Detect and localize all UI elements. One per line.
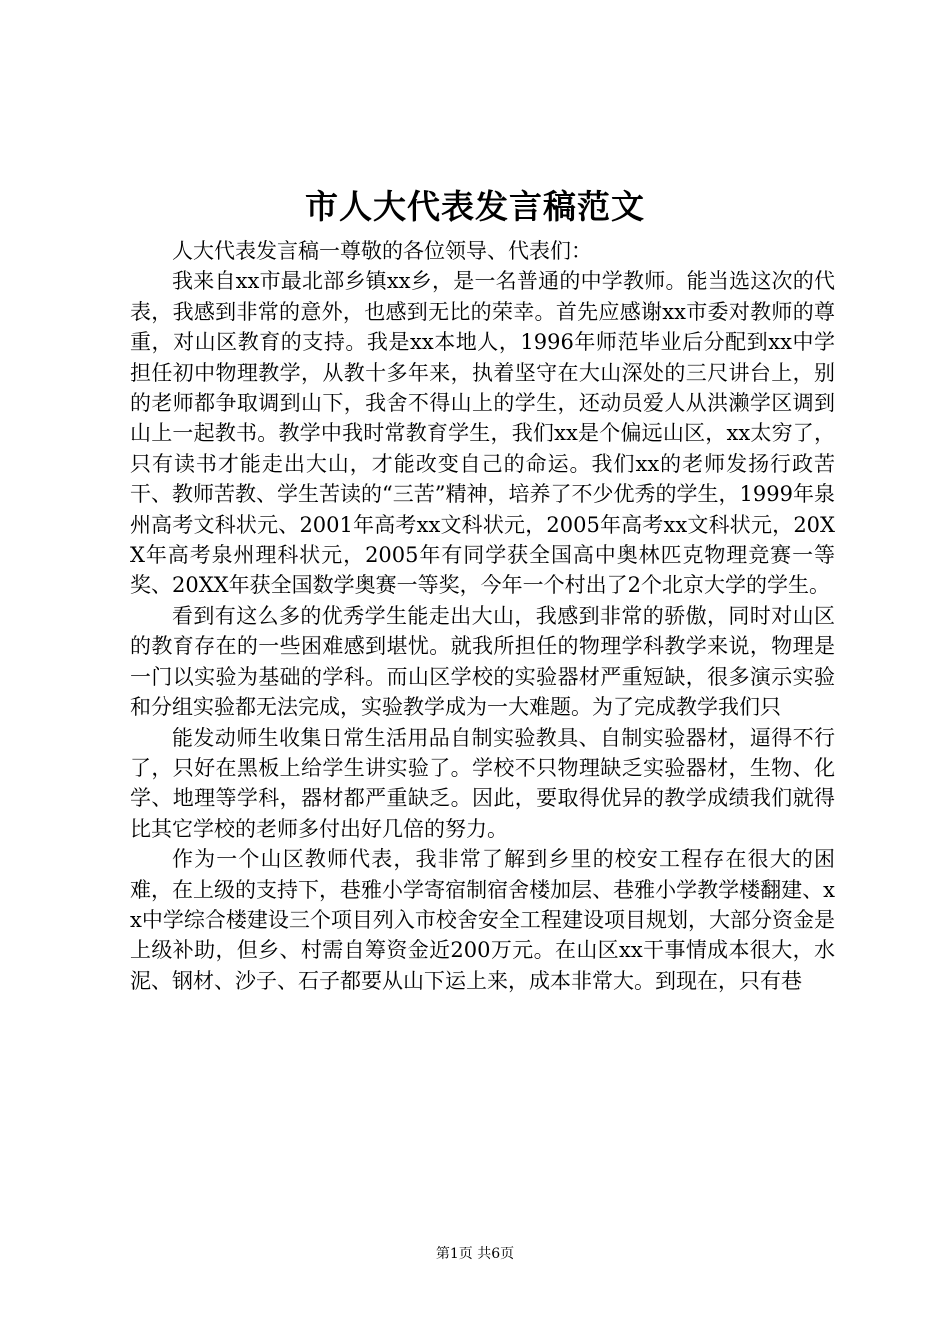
page-footer: 第1页 共6页	[435, 1246, 515, 1262]
document-title: 市人大代表发言稿范文	[305, 187, 645, 226]
document-body	[130, 236, 835, 996]
paragraph-salutation: 人大代表发言稿一尊敬的各位领导、代表们：	[172, 239, 592, 263]
paragraph-equipment: 能发动师生收集日常生活用品自制实验教具、自制实验器材，逼得不行了，只好在黑板上给学生讲实验了。学校不只物理缺乏实验器材，生物、化学、地理等学科，器材都严重缺乏。因此，要取得优异的教学成绩我们就得比其它学校的老师多付出好几倍的努力。	[130, 725, 835, 841]
paragraph-introduction: 我来自xx市最北部乡镇xx乡，是一名普通的中学教师。能当选这次的代表，我感到非常的意外，也感到无比的荣幸。首先应感谢xx市委对教师的尊重，对山区教育的支持。我是xx本地人，1996年师范毕业后分配到xx中学担任初中物理教学，从教十多年来，执着坚守在大山深处的三尺讲台上，别的老师都争取调到山下，我舍不得山上的学生，还动员爱人从洪濑学区调到山上一起教书。教学中我时常教育学生，我们xx是个偏远山区，xx太穷了，只有读书才能走出大山，才能改变自己的命运。我们xx的老师发扬行政苦干、教师苦教、学生苦读的“三苦”精神，培养了不少优秀的学生，1999年泉州高考文科状元、2001年高考xx文科状元，2005年高考xx文科状元，20XX年高考泉州理科状元，2005年有同学获全国高中奥林匹克物理竞赛一等奖、20XX年获全国数学奥赛一等奖，今年一个村出了2个北京大学的学生。	[130, 269, 835, 598]
paragraph-concerns: 看到有这么多的优秀学生能走出大山，我感到非常的骄傲，同时对山区的教育存在的一些困难感到堪忧。就我所担任的物理学科教学来说，物理是一门以实验为基础的学科。而山区学校的实验器材严重短缺，很多演示实验和分组实验都无法完成，实验教学成为一大难题。为了完成教学我们只	[130, 603, 835, 720]
paragraph-school-safety: 作为一个山区教师代表，我非常了解到乡里的校安工程存在很大的困难，在上级的支持下，巷雅小学寄宿制宿舍楼加层、巷雅小学教学楼翻建、xx中学综合楼建设三个项目列入市校舍安全工程建设项目规划，大部分资金是上级补助，但乡、村需自筹资金近200万元。在山区xx干事情成本很大，水泥、钢材、沙子、石子都要从山下运上来，成本非常大。到现在，只有巷	[130, 847, 835, 993]
